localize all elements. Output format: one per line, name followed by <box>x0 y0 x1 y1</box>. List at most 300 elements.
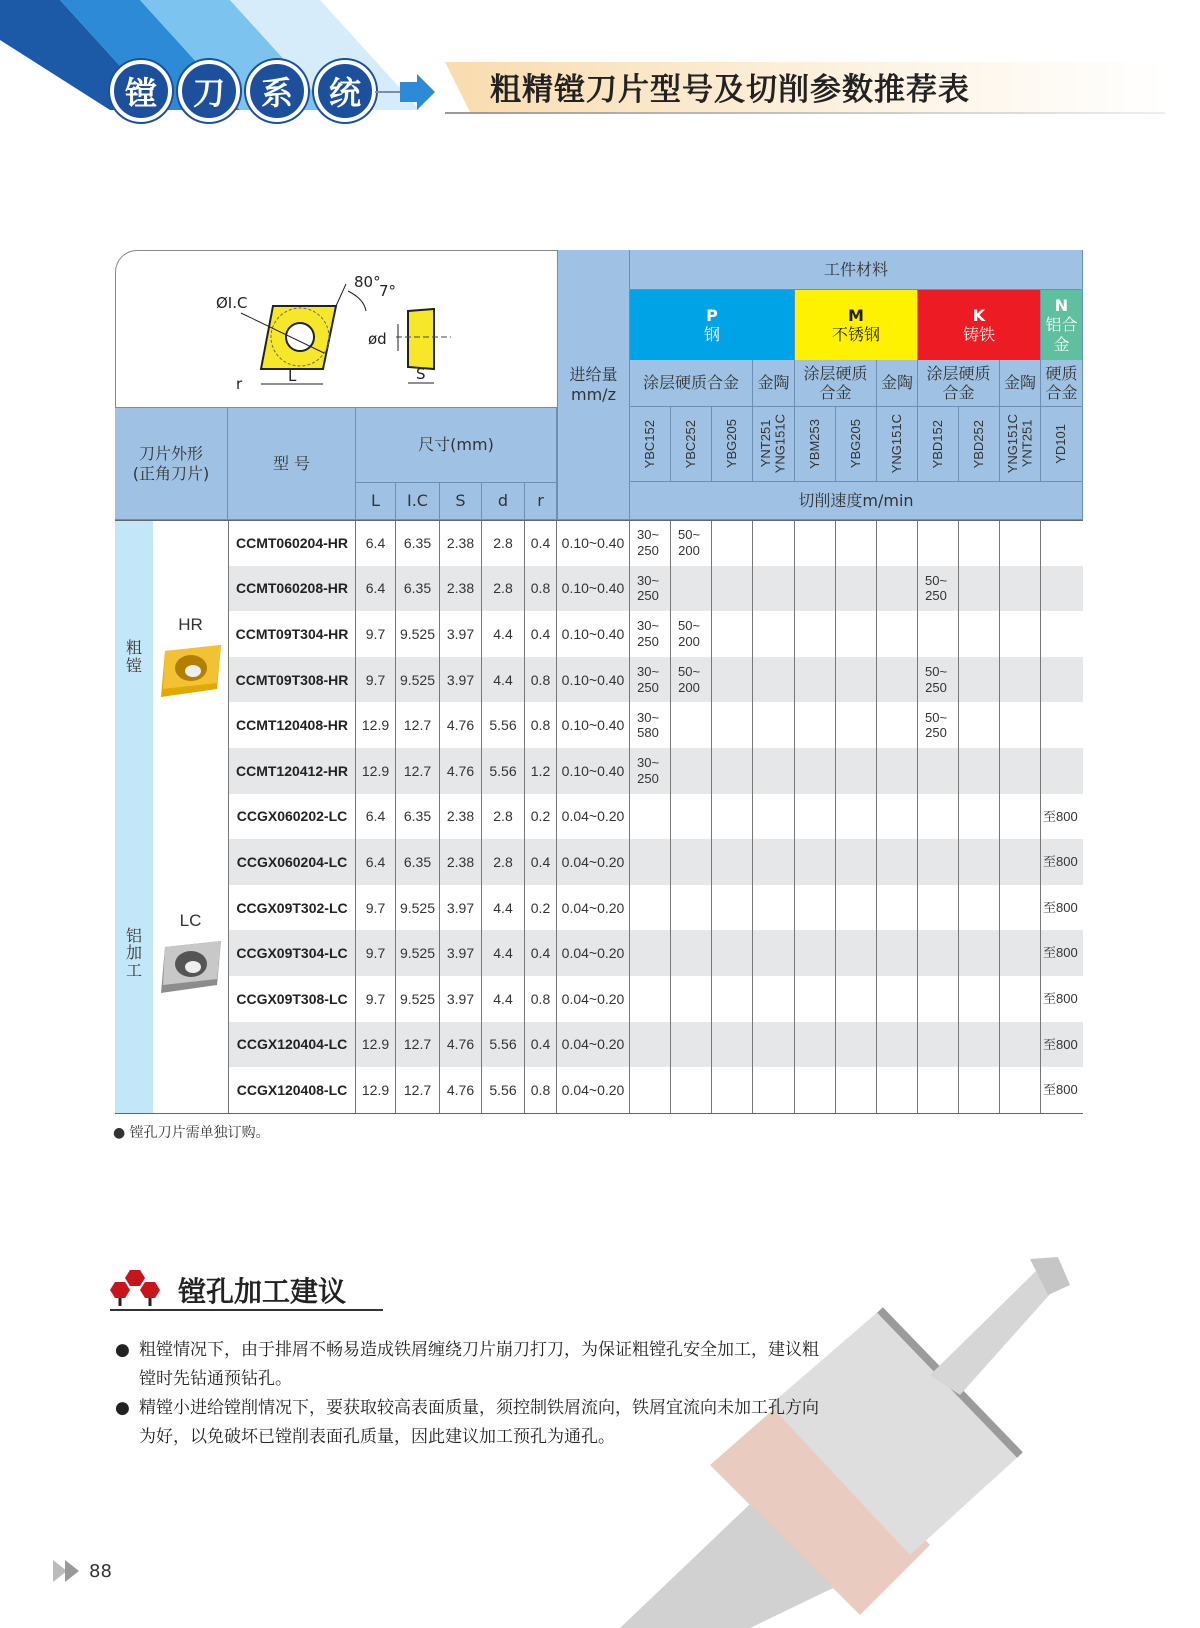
cell-speed <box>753 702 795 748</box>
insert-cell <box>153 520 228 794</box>
material-name: 钢 <box>703 325 720 344</box>
shape-header: 刀片外形 (正角刀片) <box>115 408 228 520</box>
grade-group: 金陶 <box>1000 360 1041 407</box>
cell-S: 3.97 <box>440 885 482 931</box>
cell-speed <box>959 611 1000 657</box>
cell-r: 0.4 <box>525 520 557 566</box>
cell-d: 5.56 <box>482 748 525 794</box>
cell-speed <box>1041 748 1083 794</box>
cell-r: 0.8 <box>525 1067 557 1113</box>
advice-item: ● 粗镗情况下，由于排屑不畅易造成铁屑缠绕刀片崩刀打刀，为保证粗镗孔安全加工，建议粗镗时先钻通预钻孔。 <box>115 1336 835 1394</box>
cell-L: 6.4 <box>356 839 396 885</box>
grade-group: 金陶 <box>753 360 795 407</box>
grade-column-header <box>795 407 836 482</box>
cell-d: 4.4 <box>482 657 525 703</box>
cell-speed <box>795 1067 836 1113</box>
cell-speed <box>630 885 671 931</box>
cell-speed <box>877 520 918 566</box>
cell-feed: 0.04~0.20 <box>557 1067 630 1113</box>
cell-speed: 至800 <box>1043 991 1078 1006</box>
cell-speed <box>1000 976 1041 1022</box>
advice-title: 镗孔加工建议 <box>178 1275 347 1308</box>
cell-speed <box>1000 657 1041 703</box>
cell-S: 4.76 <box>440 1022 482 1068</box>
cell-speed: 30~ 580 <box>630 702 671 748</box>
cell-speed <box>753 1022 795 1068</box>
cell-IC: 12.7 <box>396 1022 440 1068</box>
cell-L: 9.7 <box>356 611 396 657</box>
cell-speed <box>877 1022 918 1068</box>
cell-IC: 12.7 <box>396 702 440 748</box>
grade-name: YNT251 YNG151C <box>758 414 788 474</box>
cell-speed <box>836 1067 877 1113</box>
cell-speed <box>795 702 836 748</box>
material-m <box>795 290 918 360</box>
cell-speed <box>795 885 836 931</box>
cell-model: CCGX120404-LC <box>228 1022 356 1068</box>
cell-speed: 30~ 250 <box>630 748 671 794</box>
cell-speed <box>712 611 753 657</box>
cell-d: 4.4 <box>482 885 525 931</box>
cell-model: CCGX09T302-LC <box>228 885 356 931</box>
cell-speed <box>671 1067 712 1113</box>
cell-speed <box>1000 885 1041 931</box>
cell-speed <box>836 566 877 612</box>
cell-speed: 50~ 200 <box>671 520 712 566</box>
material-code: P <box>706 305 718 325</box>
cell-speed: 50~ 200 <box>671 657 712 703</box>
cell-speed <box>959 1022 1000 1068</box>
cell-S: 2.38 <box>440 566 482 612</box>
cell-speed <box>877 1067 918 1113</box>
cell-speed <box>959 566 1000 612</box>
cell-speed <box>877 794 918 840</box>
cell-speed <box>836 839 877 885</box>
cell-speed <box>918 611 959 657</box>
cell-speed <box>959 885 1000 931</box>
size-header: 尺寸(mm) <box>356 408 557 483</box>
cell-speed <box>877 839 918 885</box>
cell-r: 0.4 <box>525 611 557 657</box>
cell-speed <box>959 794 1000 840</box>
cell-speed <box>753 794 795 840</box>
hexagon-logo-icon <box>110 1268 170 1308</box>
cell-speed <box>712 520 753 566</box>
cell-feed: 0.04~0.20 <box>557 794 630 840</box>
insert-cell <box>153 794 228 1113</box>
cell-IC: 9.525 <box>396 611 440 657</box>
series-char: 镗 <box>110 60 172 122</box>
cell-speed <box>877 566 918 612</box>
cell-speed <box>918 839 959 885</box>
diagram-label-S: S <box>416 365 426 383</box>
grade-column-header <box>877 407 918 482</box>
grade-name: YNG151C YNT251 <box>1004 414 1034 474</box>
cell-speed <box>959 930 1000 976</box>
cell-speed <box>795 930 836 976</box>
cell-speed <box>836 611 877 657</box>
cell-speed <box>877 748 918 794</box>
cell-speed <box>671 976 712 1022</box>
grade-group: 涂层硬质 合金 <box>918 360 1000 407</box>
cell-speed <box>671 566 712 612</box>
insert-photo-lc <box>159 939 223 995</box>
cell-speed <box>836 748 877 794</box>
cell-speed: 至800 <box>1043 945 1078 961</box>
cell-speed <box>836 930 877 976</box>
cell-model: CCMT060204-HR <box>228 520 356 566</box>
cell-feed: 0.04~0.20 <box>557 1022 630 1068</box>
cell-IC: 12.7 <box>396 748 440 794</box>
cell-speed: 50~ 250 <box>918 702 959 748</box>
cell-speed: 至800 <box>1043 899 1078 915</box>
diagram-label-L: L <box>288 367 297 385</box>
cell-feed: 0.10~0.40 <box>557 702 630 748</box>
cell-speed: 至800 <box>1043 1082 1078 1098</box>
group-label: 铝 加 工 <box>115 794 153 1113</box>
cell-speed <box>836 1022 877 1068</box>
cell-speed <box>1000 839 1041 885</box>
cell-speed <box>959 702 1000 748</box>
cell-speed <box>918 976 959 1022</box>
cell-speed: 30~ 250 <box>630 566 671 612</box>
cell-model: CCMT060208-HR <box>228 566 356 612</box>
cell-IC: 6.35 <box>396 520 440 566</box>
cell-r: 0.8 <box>525 566 557 612</box>
cell-d: 5.56 <box>482 1067 525 1113</box>
diagram-label-clearance: 7° <box>379 282 397 300</box>
cell-speed <box>795 657 836 703</box>
cell-speed <box>795 566 836 612</box>
cell-S: 2.38 <box>440 520 482 566</box>
grade-group: 涂层硬质 合金 <box>795 360 877 407</box>
cell-speed <box>630 930 671 976</box>
cell-speed <box>877 702 918 748</box>
double-arrow-icon <box>53 1560 85 1582</box>
advice-list <box>115 1336 835 1452</box>
cell-d: 5.56 <box>482 1022 525 1068</box>
grade-column-header <box>671 407 712 482</box>
cell-S: 4.76 <box>440 1067 482 1113</box>
cell-L: 9.7 <box>356 976 396 1022</box>
grade-column-header <box>959 407 1000 482</box>
size-col-header: I.C <box>396 483 440 520</box>
cell-S: 4.76 <box>440 702 482 748</box>
cell-speed <box>959 976 1000 1022</box>
cell-model: CCGX120408-LC <box>228 1067 356 1113</box>
grade-column-header <box>836 407 877 482</box>
cell-speed <box>671 930 712 976</box>
size-col-header: r <box>525 483 557 520</box>
cell-speed <box>836 976 877 1022</box>
cell-speed <box>671 885 712 931</box>
cell-speed <box>877 885 918 931</box>
cell-speed: 30~ 250 <box>630 611 671 657</box>
cell-speed: 30~ 250 <box>630 520 671 566</box>
cell-L: 6.4 <box>356 520 396 566</box>
cell-speed <box>712 885 753 931</box>
cell-speed <box>753 657 795 703</box>
cell-L: 6.4 <box>356 566 396 612</box>
feed-header: 进给量 mm/z <box>557 250 630 520</box>
speed-header: 切削速度m/min <box>630 482 1083 520</box>
cell-speed <box>1041 566 1083 612</box>
cell-IC: 9.525 <box>396 930 440 976</box>
cell-IC: 9.525 <box>396 657 440 703</box>
cell-r: 0.2 <box>525 885 557 931</box>
grade-name: YBC252 <box>682 419 698 469</box>
cell-speed <box>795 1022 836 1068</box>
cell-speed <box>836 520 877 566</box>
insert-diagram <box>115 250 557 408</box>
page-title: 粗精镗刀片型号及切削参数推荐表 <box>490 72 970 108</box>
cell-speed <box>712 748 753 794</box>
grade-name: YD101 <box>1053 424 1069 464</box>
material-name: 铝合 金 <box>1045 315 1078 354</box>
grade-column-header <box>1000 407 1041 482</box>
cell-model: CCMT09T308-HR <box>228 657 356 703</box>
size-col-header: d <box>482 483 525 520</box>
cell-feed: 0.04~0.20 <box>557 976 630 1022</box>
cell-speed <box>671 1022 712 1068</box>
grade-group: 涂层硬质合金 <box>630 360 753 407</box>
advice-title-underline <box>110 1309 383 1311</box>
cell-speed <box>630 1022 671 1068</box>
cell-d: 4.4 <box>482 976 525 1022</box>
cell-speed <box>918 930 959 976</box>
series-badge <box>110 60 376 122</box>
cell-speed <box>712 976 753 1022</box>
material-code: M <box>848 305 864 325</box>
cell-speed <box>795 794 836 840</box>
cell-speed <box>1000 748 1041 794</box>
cell-S: 4.76 <box>440 748 482 794</box>
cell-speed: 30~ 250 <box>630 657 671 703</box>
cell-feed: 0.10~0.40 <box>557 566 630 612</box>
header-bottom-border <box>115 520 1083 521</box>
cell-speed <box>1041 657 1083 703</box>
material-code: N <box>1054 296 1069 316</box>
cell-feed: 0.04~0.20 <box>557 839 630 885</box>
cell-L: 12.9 <box>356 748 396 794</box>
diagram-label-ic: ØI.C <box>216 294 248 312</box>
cell-feed: 0.10~0.40 <box>557 748 630 794</box>
cell-L: 6.4 <box>356 794 396 840</box>
cell-feed: 0.04~0.20 <box>557 930 630 976</box>
cell-speed: 至800 <box>1043 1036 1078 1052</box>
cell-speed <box>630 976 671 1022</box>
material-p <box>630 290 795 360</box>
cell-model: CCGX09T304-LC <box>228 930 356 976</box>
grade-name: YBG205 <box>847 419 863 469</box>
cell-model: CCMT09T304-HR <box>228 611 356 657</box>
cell-speed <box>753 520 795 566</box>
group-label: 粗 镗 <box>115 520 153 794</box>
cell-S: 3.97 <box>440 611 482 657</box>
advice-text: 精镗小进给镗削情况下，要获取较高表面质量，须控制铁屑流向，铁屑宜流向未加工孔方向为好，以免破坏已镗削表面孔质量，因此建议加工预孔为通孔。 <box>139 1398 819 1447</box>
insert-photo-hr <box>159 643 223 699</box>
diagram-label-d: ød <box>368 330 387 348</box>
cell-speed <box>753 748 795 794</box>
workpiece-header: 工件材料 <box>630 250 1083 290</box>
cell-speed: 50~ 200 <box>671 611 712 657</box>
cell-d: 2.8 <box>482 839 525 885</box>
insert-type: LC <box>179 911 202 931</box>
cell-speed <box>918 1067 959 1113</box>
arrow-icon <box>375 70 455 115</box>
cell-speed <box>753 976 795 1022</box>
cell-speed <box>959 657 1000 703</box>
cell-speed <box>959 1067 1000 1113</box>
cell-speed <box>1000 702 1041 748</box>
grade-name: YBD152 <box>929 419 945 469</box>
cell-speed <box>918 794 959 840</box>
insert-geometry-diagram <box>116 251 558 409</box>
cell-r: 0.4 <box>525 1022 557 1068</box>
cell-L: 12.9 <box>356 1022 396 1068</box>
cell-speed <box>1000 930 1041 976</box>
cell-model: CCMT120412-HR <box>228 748 356 794</box>
cell-d: 5.56 <box>482 702 525 748</box>
cell-model: CCGX060204-LC <box>228 839 356 885</box>
cell-model: CCGX060202-LC <box>228 794 356 840</box>
cell-speed <box>671 748 712 794</box>
grade-column-header <box>630 407 671 482</box>
cell-IC: 9.525 <box>396 976 440 1022</box>
cell-speed <box>1000 611 1041 657</box>
series-char: 刀 <box>178 60 240 122</box>
cell-d: 2.8 <box>482 520 525 566</box>
cell-speed <box>712 566 753 612</box>
cell-speed: 50~ 250 <box>918 657 959 703</box>
cell-speed <box>1000 794 1041 840</box>
cell-speed <box>712 794 753 840</box>
order-note: ● 镗孔刀片需单独订购。 <box>113 1125 270 1141</box>
title-underline <box>445 112 1165 114</box>
grade-name: YNG151C <box>888 414 904 474</box>
cell-speed <box>877 611 918 657</box>
cell-speed <box>795 839 836 885</box>
cell-S: 3.97 <box>440 657 482 703</box>
cell-speed <box>630 1067 671 1113</box>
cell-feed: 0.10~0.40 <box>557 611 630 657</box>
cell-r: 0.4 <box>525 930 557 976</box>
cell-speed <box>712 1067 753 1113</box>
cell-speed <box>795 976 836 1022</box>
cell-speed <box>671 702 712 748</box>
material-name: 铸铁 <box>962 325 995 344</box>
model-header: 型 号 <box>228 408 356 520</box>
material-name: 不锈钢 <box>831 325 880 344</box>
cell-feed: 0.10~0.40 <box>557 520 630 566</box>
diagram-label-r: r <box>236 375 243 393</box>
cell-speed <box>712 930 753 976</box>
cell-speed <box>795 611 836 657</box>
cell-speed <box>877 976 918 1022</box>
cell-speed <box>1041 520 1083 566</box>
cell-speed <box>1000 1067 1041 1113</box>
cell-speed <box>836 794 877 840</box>
cell-speed <box>918 1022 959 1068</box>
cell-L: 9.7 <box>356 885 396 931</box>
cell-speed <box>753 566 795 612</box>
cell-speed <box>918 520 959 566</box>
cell-feed: 0.04~0.20 <box>557 885 630 931</box>
cell-IC: 6.35 <box>396 839 440 885</box>
cell-L: 12.9 <box>356 1067 396 1113</box>
cell-IC: 6.35 <box>396 794 440 840</box>
cell-speed <box>1041 611 1083 657</box>
cell-L: 12.9 <box>356 702 396 748</box>
cell-d: 4.4 <box>482 611 525 657</box>
cell-r: 1.2 <box>525 748 557 794</box>
material-n <box>1041 290 1083 360</box>
cell-S: 3.97 <box>440 930 482 976</box>
cell-speed <box>1000 1022 1041 1068</box>
grade-column-header <box>918 407 959 482</box>
cell-speed <box>712 839 753 885</box>
cell-speed <box>1041 702 1083 748</box>
grade-column-header <box>1041 407 1083 482</box>
cell-speed <box>918 748 959 794</box>
advice-text: 粗镗情况下，由于排屑不畅易造成铁屑缠绕刀片崩刀打刀，为保证粗镗孔安全加工，建议粗镗时先钻通预钻孔。 <box>139 1340 819 1389</box>
cell-speed <box>671 839 712 885</box>
cell-speed <box>959 839 1000 885</box>
cell-S: 2.38 <box>440 794 482 840</box>
cell-feed: 0.10~0.40 <box>557 657 630 703</box>
page-number: 88 <box>89 1560 112 1582</box>
size-col-header: S <box>440 483 482 520</box>
cell-speed <box>753 930 795 976</box>
cell-speed <box>795 520 836 566</box>
cell-r: 0.4 <box>525 839 557 885</box>
cell-speed <box>753 611 795 657</box>
cell-speed: 50~ 250 <box>918 566 959 612</box>
cell-L: 9.7 <box>356 930 396 976</box>
cell-speed <box>877 657 918 703</box>
page-footer <box>53 1560 112 1582</box>
cell-speed <box>753 839 795 885</box>
material-k <box>918 290 1041 360</box>
cell-speed <box>712 1022 753 1068</box>
grade-name: YBG205 <box>723 419 739 469</box>
grade-column-header <box>753 407 795 482</box>
cell-d: 2.8 <box>482 794 525 840</box>
cell-speed <box>753 1067 795 1113</box>
cell-r: 0.8 <box>525 657 557 703</box>
cell-S: 2.38 <box>440 839 482 885</box>
material-code: K <box>972 305 986 325</box>
grade-group: 金陶 <box>877 360 918 407</box>
cell-r: 0.2 <box>525 794 557 840</box>
size-col-header: L <box>356 483 396 520</box>
cell-speed <box>918 885 959 931</box>
series-char: 统 <box>314 60 376 122</box>
cell-IC: 6.35 <box>396 566 440 612</box>
cell-speed <box>836 885 877 931</box>
cell-speed <box>1000 566 1041 612</box>
cell-S: 3.97 <box>440 976 482 1022</box>
cell-speed <box>671 794 712 840</box>
cell-d: 4.4 <box>482 930 525 976</box>
cell-speed <box>753 885 795 931</box>
series-char: 系 <box>246 60 308 122</box>
grade-name: YBM253 <box>806 419 822 469</box>
cell-model: CCGX09T308-LC <box>228 976 356 1022</box>
cell-speed <box>877 930 918 976</box>
insert-type: HR <box>178 614 203 634</box>
cell-speed <box>630 839 671 885</box>
